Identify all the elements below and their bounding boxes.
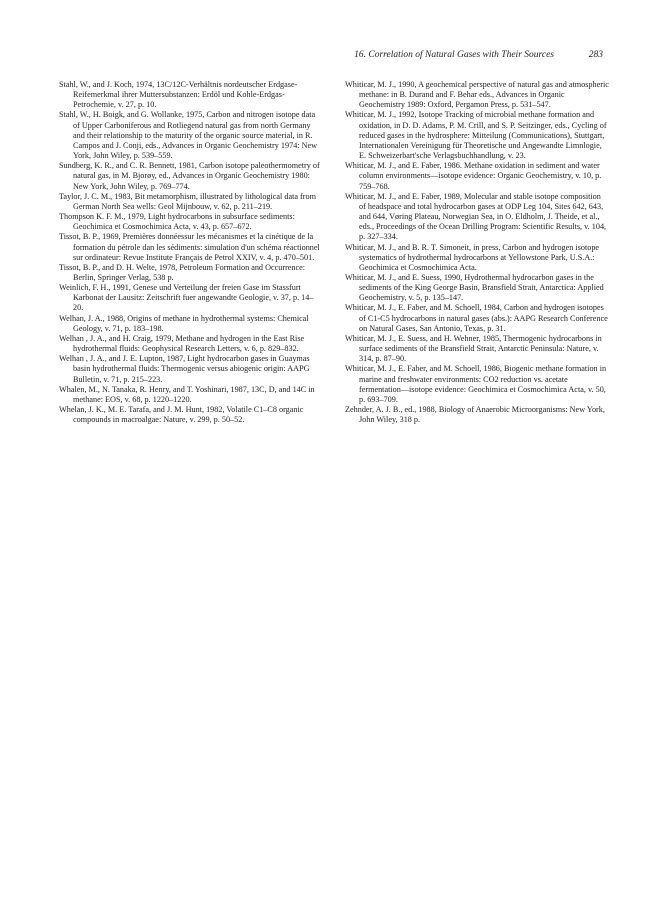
reference-entry: Whiticar, M. J., and E. Faber, 1989, Molecular and stable isotope composition of headspace and total hydrocarbon gases at ODP Leg 104, Sites 642, 643, and 644, Vøring Plateau, Norwegian Sea, in O. Eldholm, J. Theide, et al., eds., Proceedings of the Ocean Drilling Program: Scientific Results, v. 104, p. 327–334.: [345, 191, 607, 242]
reference-entry: Whalen, M., N. Tanaka, R. Henry, and T. Yoshinari, 1987, 13C, D, and 14C in methane: EOS, v. 68, p. 1220–1220.: [59, 384, 315, 404]
reference-entry: Thompson K. F. M., 1979, Light hydrocarbons in subsurface sediments: Geochimica et Cosmochimica Acta, v. 43, p. 657–672.: [59, 212, 295, 232]
reference-entry: Stahl, W., and J. Koch, 1974, 13C/12C-Verhältnis nordeutscher Erdgase-Reifemerkmal ihrer Muttersubstanzen: Erdöl und Kohle-Erdgas-Petrochemie, v. 27, p. 10.: [59, 80, 298, 110]
page-number: 283: [588, 50, 603, 60]
reference-entry: Whelan, J. K., M. E. Tarafa, and J. M. Hunt, 1982, Volatile C1–C8 organic compounds in macroalgae: Nature, v. 299, p. 50–52.: [59, 405, 304, 425]
reference-entry: Whiticar, M. J., E. Suess, and H. Wehner, 1985, Thermogenic hydrocarbons in surface sediments of the Bransfield Strait, Antarctic Peninsula: Nature, v. 314, p. 87–90.: [345, 333, 602, 364]
reference-entry: Whiticar, M. J., E. Faber, and M. Schoell, 1984, Carbon and hydrogen isotopes of C1-C5 hydrocarbons in natural gases (abs.): AAPG Research Conference on Natural Gases, San Antonio, Texas, p. 31.: [345, 303, 608, 333]
reference-entry: Whiticar, M. J., and B. R. T. Simoneit, in press, Carbon and hydrogen isotope systematics of hydrothermal hydrocarbons at Yellowstone Park, U.S.A.: Geochimica et Cosmochimica Acta.: [345, 242, 600, 272]
reference-entry: Weinlich, F. H., 1991, Genese und Verteilung der freien Gase im Stassfurt Karbonat der Lausitz: Zeitschrift fuer angewandte Geologie, v. 37, p. 14–20.: [59, 283, 314, 313]
reference-entry: Welhan , J. A., and H. Craig, 1979, Methane and hydrogen in the East Rise hydrothermal fluids: Geophysical Research Letters, v. 6, p. 829–832.: [59, 333, 305, 354]
reference-entry: Taylor, J. C. M., 1983, Bit metamorphism, illustrated by lithological data from German North Sea wells: Geol Mijnbouw, v. 62, p. 211–219.: [59, 191, 316, 211]
reference-entry: Tissot, B. P., 1969, Premières donnéessur les mécanismes et la cinétique de la formation du pétrole dan les sédiments: simulation d'un schéma réactionnel sur ordinateur: Revue Institute Français de Petrol XXIV, v. 4, p. 470–501.: [59, 232, 320, 262]
reference-entry: Welhan, J. A., 1988, Origins of methane in hydrothermal systems: Chemical Geology, v. 71, p. 183–198.: [59, 313, 309, 333]
reference-entry: Whiticar, M. J., and E. Faber, 1986. Methane oxidation in sediment and water column environments—isotope evidence: Organic Geochemistry, v. 10, p. 759–768.: [345, 161, 602, 191]
reference-entry: Tissot, B. P., and D. H. Welte, 1978, Petroleum Formation and Occurrence: Berlin, Springer Verlag, 538 p.: [59, 262, 306, 282]
reference-entry: Sundberg, K. R., and C. R. Bennett, 1981, Carbon isotope paleothermometry of natural gas, in M. Bjorøy, ed., Advances in Organic Geochemistry 1980: New York, John Wiley, p. 769–774.: [59, 161, 320, 191]
running-header: [0, 50, 660, 66]
reference-entry: Zehnder, A. J. B., ed., 1988, Biology of Anaerobic Microorganisms: New York, John Wiley, 318 p.: [345, 405, 605, 425]
reference-entry: Whiticar, M. J., E. Faber, and M. Schoell, 1986, Biogenic methane formation in marine and freshwater environments: CO2 reduction vs. acetate fermentation—isotope evidence: Geochimica et Cosmochimica Acta, v. 50, p. 693–709.: [345, 364, 607, 404]
reference-entry: Whiticar, M. J., 1990, A geochemical perspective of natural gas and atmospheric methane: in B. Durand and F. Behar eds., Advances in Organic Geochemistry 1989: Oxford, Pergamon Press, p. 531–547.: [345, 80, 609, 110]
chapter-title: 16. Correlation of Natural Gases with Their Sources: [354, 50, 554, 60]
reference-entry: Whiticar, M. J., 1992, Isotope Tracking of microbial methane formation and oxidation, in D. D. Adams, P. M. Crill, and S. P. Seitzinger, eds., Cycling of reduced gases in the hydrosphere: Mitteilung (Communications), Stuttgart, Internationalen Vereinigung für Theoretische und Angewandte Limnlogie, E. Schweizerbart'sche Verlagsbuchhandlung, v. 23.: [345, 110, 607, 161]
reference-entry: Stahl, W., H. Boigk, and G. Wollanke, 1975, Carbon and nitrogen isotope data of Upper Carboniferous and Rotliegend natural gas from north Germany and their relationship to the maturity of the organic source material, in R. Campos and J. Conji, eds., Advances in Organic Geochemistry 1974: New York, John Wiley, p. 539–559.: [59, 110, 318, 161]
reference-entry: Whiticar, M. J., and E. Suess, 1990, Hydrothermal hydrocarbon gases in the sediments of the King George Basin, Bransfield Strait, Antarctica: Applied Geochemistry, v. 5, p. 135–147.: [345, 272, 604, 303]
references-right-column: [345, 80, 609, 425]
reference-entry: Welhan , J. A., and J. E. Lupton, 1987, Light hydrocarbon gases in Guaymas basin hydrothermal fluids: Thermogenic versus abiogenic origin: AAPG Bulletin, v. 71, p. 215–223.: [59, 354, 310, 384]
references-left-column: [59, 80, 321, 425]
